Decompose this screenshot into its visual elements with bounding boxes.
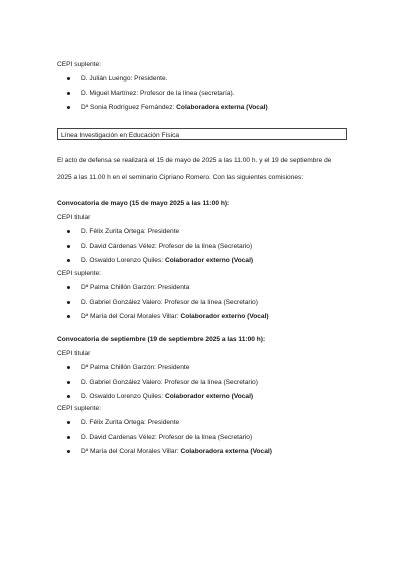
list-item: Dª Palma Chillón Garzón: Presidente <box>81 364 190 371</box>
list-item: D. David Cárdenas Vélez: Profesor de la línea (Secretario) <box>81 243 253 250</box>
cepi-suplente-heading: CEPI suplente: <box>57 405 101 412</box>
cepi-titular-heading: CEPI titular <box>57 214 91 221</box>
cepi-suplente-heading: CEPI suplente: <box>57 61 101 68</box>
list-item: D. Julián Luengo: Presidente. <box>81 75 168 82</box>
list-item: D. Oswaldo Lorenzo Quiles: Colaborador externo (Vocal) <box>81 257 254 264</box>
intro-line-1: El acto de defensa se realizará el 15 de mayo de 2025 a las 11.00 h. y el 19 de septiembre de <box>57 157 332 164</box>
bullet-icon <box>67 92 70 95</box>
bullet-icon <box>67 286 70 289</box>
cepi-titular-heading: CEPI titular <box>57 350 91 357</box>
bullet-icon <box>67 381 70 384</box>
bullet-icon <box>67 315 70 318</box>
bullet-icon <box>67 450 70 453</box>
section-title-box <box>57 128 347 140</box>
bullet-icon <box>67 395 70 398</box>
list-item: D. Félix Zurita Ortega: Presidente <box>81 419 180 426</box>
bullet-icon <box>67 230 70 233</box>
intro-line-2: 2025 a las 11.00 h en el seminario Cipriano Romero. Con las siguientes comisiones: <box>57 174 304 181</box>
list-item: D. Félix Zurita Ortega: Presidente <box>81 228 180 235</box>
list-item: D. Gabriel González Valero: Profesor de la línea (Secretario) <box>81 379 258 386</box>
list-item: Dª María del Coral Morales Villar: Colaboradora externa (Vocal) <box>81 448 272 455</box>
list-item: D. David Cardenas Vélez: Profesor de la línea (Secretario) <box>81 434 253 441</box>
bullet-icon <box>67 301 70 304</box>
bullet-icon <box>67 77 70 80</box>
section-title: Línea Investigación en Educación Física <box>61 131 180 139</box>
list-item: D. Miguel Martínez: Profesor de la línea (secretaría). <box>81 90 235 97</box>
bullet-icon <box>67 366 70 369</box>
convocatoria-septiembre-title: Convocatoria de septiembre (19 de septiembre 2025 a las 11:00 h): <box>57 336 266 343</box>
bullet-icon <box>67 245 70 248</box>
list-item: Dª Sonia Rodríguez Fernández: Colaboradora externa (Vocal) <box>81 104 268 111</box>
list-item: D. Gabriel González Valero: Profesor de la línea (Secretario) <box>81 299 258 306</box>
list-item: D. Oswaldo Lorenzo Quiles: Colaborador externo (Vocal) <box>81 393 254 400</box>
list-item: Dª Palma Chillón Garzón: Presidenta <box>81 284 190 291</box>
bullet-icon <box>67 259 70 262</box>
cepi-suplente-heading: CEPI suplente: <box>57 270 101 277</box>
list-item: Dª María del Coral Morales Villar: Colaborador externo (Vocal) <box>81 313 269 320</box>
bullet-icon <box>67 436 70 439</box>
bullet-icon <box>67 106 70 109</box>
bullet-icon <box>67 421 70 424</box>
convocatoria-mayo-title: Convocatoria de mayo (15 de mayo 2025 a las 11:00 h): <box>57 200 230 207</box>
